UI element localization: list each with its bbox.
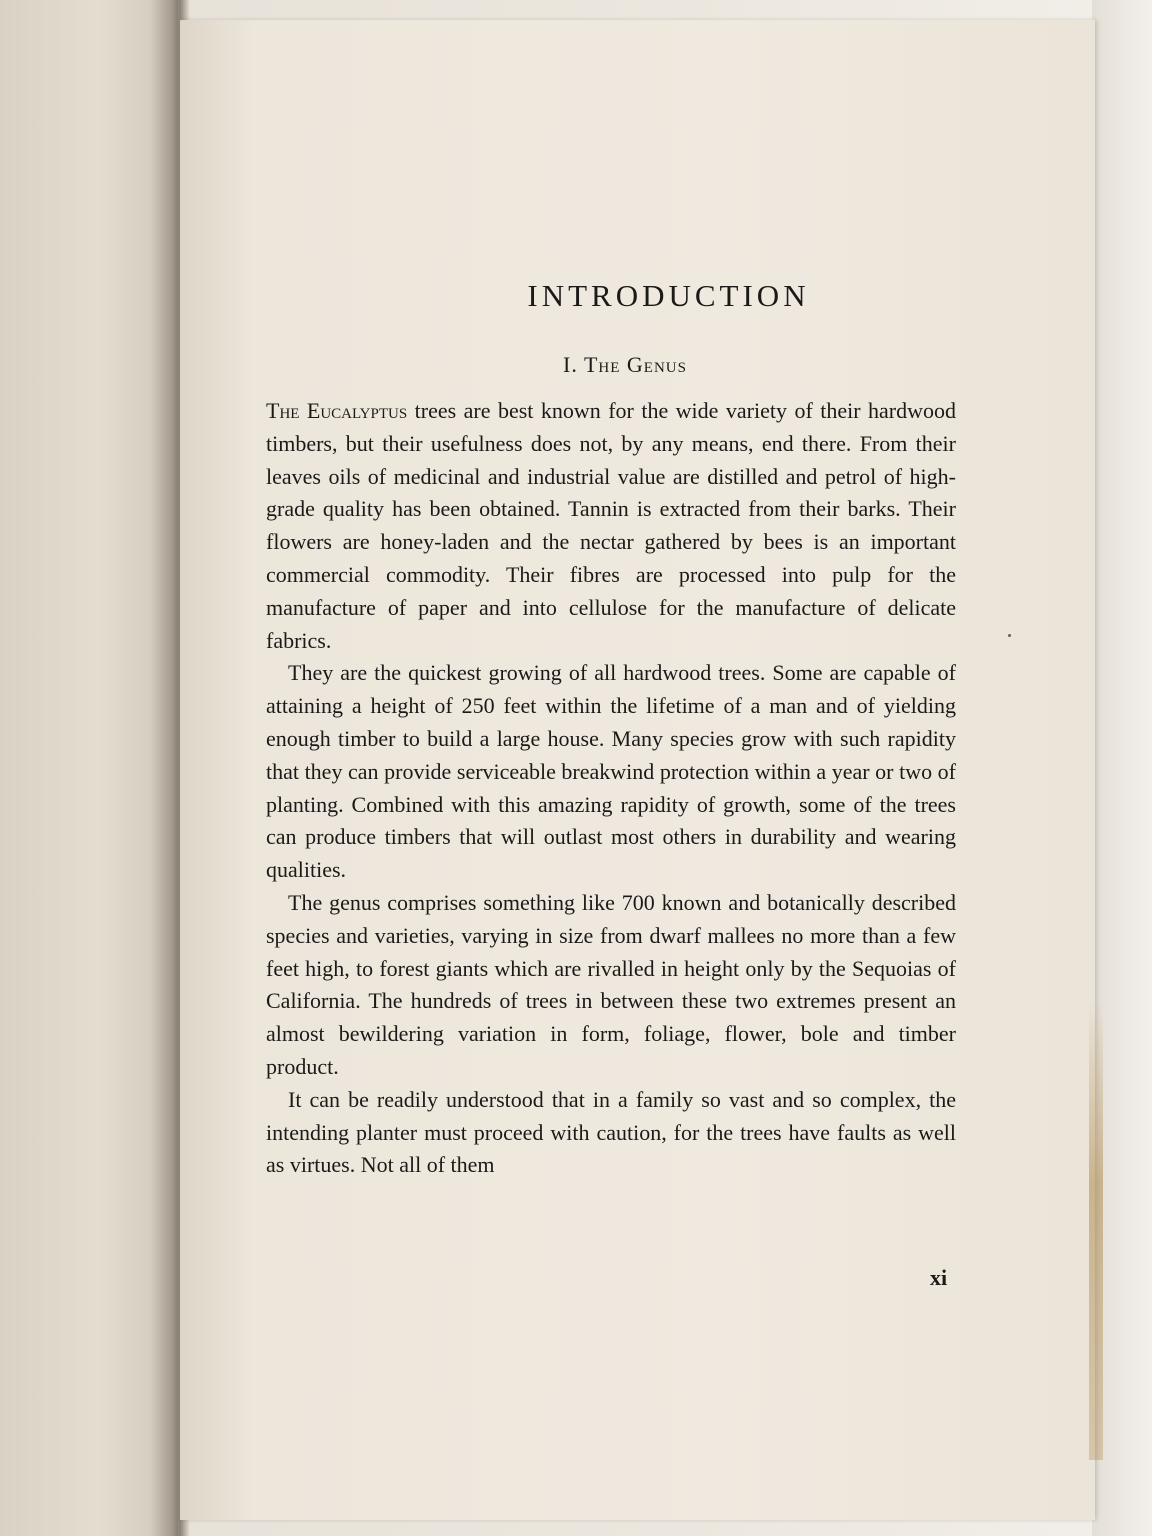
section-heading: I. The Genus: [563, 352, 687, 377]
book-page: [180, 20, 1095, 1520]
page-edge-stain: [1089, 1000, 1103, 1460]
paragraph-1: [266, 395, 956, 657]
page-number: xi: [930, 1265, 948, 1290]
chapter-title: INTRODUCTION: [527, 278, 810, 313]
page-speck: [1008, 634, 1011, 637]
paragraph-1-lead: The Eucalyptus: [266, 398, 408, 423]
paragraph-3: The genus comprises something like 700 known and botanically described species and varieties, varying in size from dwarf mallees no more than a few feet high, to forest giants which are rivalled in height only by the Sequoias of California. The hundreds of trees in between these two extremes present an almost bewildering variation in form, foliage, flower, bole and timber product.: [266, 889, 956, 1079]
paragraph-1-body: trees are best known for the wide variety of their hardwood timbers, but their usefulness does not, by any means, end there. From their leaves oils of medicinal and industrial value are distilled and petrol of high-grade quality has been obtained. Tannin is extracted from their barks. Their flowers are honey-laden and the nectar gathered by bees is an important commercial commodity. Their fibres are processed into pulp for the manufacture of paper and into cellulose for the manufacture of delicate fabrics.: [266, 398, 956, 653]
paragraph-4: It can be readily understood that in a family so vast and so complex, the intending planter must proceed with caution, for the trees have faults as well as virtues. Not all of them: [266, 1086, 956, 1178]
page-text: [266, 278, 956, 1182]
paragraph-2: They are the quickest growing of all hardwood trees. Some are capable of attaining a height of 250 feet within the lifetime of a man and of yielding enough timber to build a large house. Many species grow with such rapidity that they can provide serviceable breakwind protection within a year or two of planting. Combined with this amazing rapidity of growth, some of the trees can produce timbers that will outlast most others in durability and wearing qualities.: [266, 660, 956, 883]
